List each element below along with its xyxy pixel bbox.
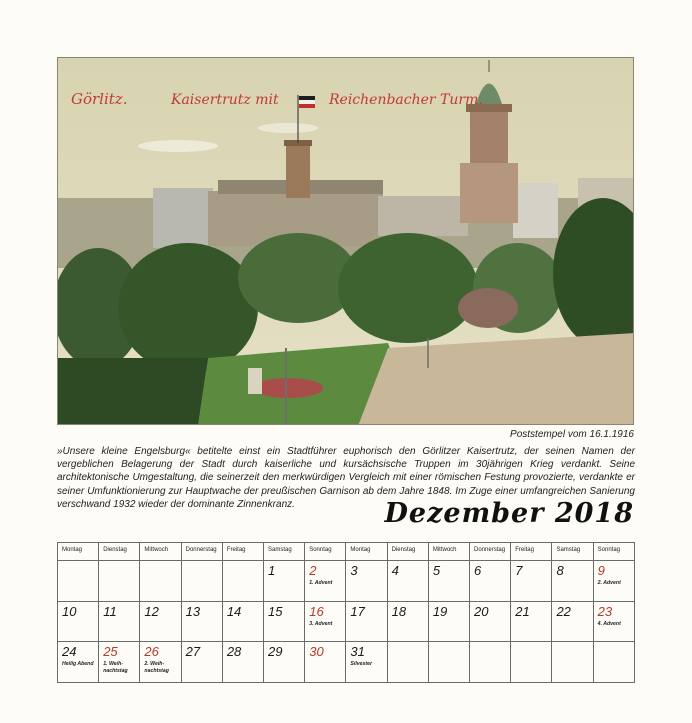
calendar-day-cell bbox=[222, 561, 263, 602]
month-title: Dezember 2018 bbox=[384, 498, 634, 529]
calendar-day-cell bbox=[305, 642, 346, 683]
holiday-note: 2. Weih-nachtstag bbox=[144, 661, 169, 674]
calendar-day-cell bbox=[305, 561, 346, 602]
calendar-day-cell bbox=[552, 601, 593, 642]
holiday-note: 1. Weih-nachtstag bbox=[103, 661, 128, 674]
calendar-day-cell bbox=[305, 601, 346, 642]
day-number: 22 bbox=[556, 603, 571, 619]
calendar-day-cell bbox=[428, 601, 469, 642]
day-number: 11 bbox=[103, 603, 117, 619]
day-number: 5 bbox=[432, 563, 441, 579]
day-number: 2 bbox=[309, 563, 317, 579]
postcard-title-part1: Kaisertrutz mit bbox=[171, 92, 279, 108]
calendar-day-cell bbox=[387, 561, 428, 602]
calendar-day-cell bbox=[428, 561, 469, 602]
calendar-day-cell bbox=[264, 561, 305, 602]
calendar-day-cell bbox=[58, 642, 99, 683]
day-number: 17 bbox=[350, 603, 365, 619]
calendar-day-cell bbox=[593, 642, 634, 683]
calendar-day-cell bbox=[181, 642, 222, 683]
calendar-day-cell bbox=[511, 561, 552, 602]
calendar-day-cell bbox=[428, 642, 469, 683]
postcard-title-city: Görlitz. bbox=[71, 90, 128, 108]
weekday-header: Samstag bbox=[264, 543, 305, 561]
weekday-header: Dienstag bbox=[99, 543, 140, 561]
day-number: 6 bbox=[474, 563, 482, 579]
calendar-day-cell bbox=[181, 561, 222, 602]
weekday-header: Freitag bbox=[511, 543, 552, 561]
day-number: 3 bbox=[350, 563, 358, 579]
holiday-note: 1. Advent bbox=[309, 580, 333, 587]
calendar-day-cell bbox=[58, 561, 99, 602]
calendar-week-row bbox=[58, 642, 635, 683]
day-number: 16 bbox=[309, 603, 324, 619]
weekday-header: Sonntag bbox=[593, 543, 634, 561]
day-number: 12 bbox=[144, 603, 159, 619]
calendar-day-cell bbox=[140, 642, 181, 683]
day-number: 23 bbox=[597, 603, 613, 619]
day-number: 19 bbox=[432, 603, 448, 619]
day-number: 28 bbox=[226, 644, 242, 660]
day-number: 31 bbox=[350, 644, 365, 660]
weekday-header: Sonntag bbox=[305, 543, 346, 561]
weekday-header: Dienstag bbox=[387, 543, 428, 561]
day-number: 18 bbox=[391, 603, 407, 619]
calendar-day-cell bbox=[387, 642, 428, 683]
calendar-day-cell bbox=[140, 561, 181, 602]
weekday-header: Freitag bbox=[222, 543, 263, 561]
calendar-day-cell bbox=[511, 642, 552, 683]
day-number: 15 bbox=[268, 603, 283, 619]
calendar-day-cell bbox=[511, 601, 552, 642]
calendar-day-cell bbox=[552, 642, 593, 683]
calendar-day-cell bbox=[222, 601, 263, 642]
calendar-day-cell bbox=[346, 642, 387, 683]
weekday-header: Mittwoch bbox=[140, 543, 181, 561]
day-number: 29 bbox=[268, 644, 283, 660]
postcard-title-part2: Reichenbacher Turm. bbox=[329, 92, 483, 108]
day-number: 10 bbox=[62, 603, 77, 619]
day-number: 1 bbox=[268, 563, 276, 579]
calendar-week-row bbox=[58, 561, 635, 602]
day-number: 4 bbox=[391, 563, 399, 579]
calendar-day-cell bbox=[264, 642, 305, 683]
day-number: 7 bbox=[515, 563, 523, 579]
calendar-day-cell bbox=[470, 561, 511, 602]
day-number: 13 bbox=[185, 603, 201, 619]
calendar-day-cell bbox=[470, 642, 511, 683]
holiday-note: 2. Advent bbox=[597, 580, 621, 587]
holiday-note: 3. Advent bbox=[309, 620, 333, 627]
day-number: 24 bbox=[62, 644, 77, 660]
weekday-header: Donnerstag bbox=[181, 543, 222, 561]
calendar-day-cell bbox=[140, 601, 181, 642]
description-text: »Unsere kleine Engelsburg« betitelte einst ein Stadtführer euphorisch den Görlitzer Kaisertrutz, der seinen Namen der vergeblichen Belagerung der Stadt durch kaiserliche und kursächsische Truppen im 30jährigen Krieg verdankt. Seine architektonische Umgestaltung, die seinerzeit den merkwürdigen Vergleich mit einer römischen Festung provozierte, verdankte er seiner Umfunktionierung zur Hauptwache der preußischen Garnison ab dem Jahre 1848. Im Zuge einer umfangreichen Sanierung verschwand 1932 wieder der dominante Zinnenkranz. bbox=[57, 446, 635, 510]
day-number: 26 bbox=[144, 644, 159, 660]
calendar-day-cell bbox=[346, 601, 387, 642]
holiday-note: Silvester bbox=[350, 661, 373, 668]
calendar-day-cell bbox=[99, 601, 140, 642]
day-number: 8 bbox=[556, 563, 564, 579]
calendar-day-cell bbox=[264, 601, 305, 642]
postcard-illustration bbox=[58, 58, 634, 425]
day-number: 9 bbox=[597, 563, 605, 579]
calendar-day-cell bbox=[346, 561, 387, 602]
calendar-day-cell bbox=[99, 561, 140, 602]
weekday-header: Mittwoch bbox=[428, 543, 469, 561]
day-number: 14 bbox=[226, 603, 242, 619]
calendar-day-cell bbox=[99, 642, 140, 683]
holiday-note: 4. Advent bbox=[597, 620, 621, 627]
day-number: 21 bbox=[515, 603, 530, 619]
day-number: 27 bbox=[185, 644, 201, 660]
weekday-header: Samstag bbox=[552, 543, 593, 561]
calendar-grid bbox=[57, 542, 635, 683]
weekday-header: Montag bbox=[58, 543, 99, 561]
calendar-day-cell bbox=[593, 601, 634, 642]
calendar-week-row bbox=[58, 601, 635, 642]
holiday-note: Heilig Abend bbox=[62, 661, 94, 668]
calendar-day-cell bbox=[181, 601, 222, 642]
calendar-day-cell bbox=[552, 561, 593, 602]
calendar-day-cell bbox=[387, 601, 428, 642]
day-number: 30 bbox=[309, 644, 324, 660]
weekday-header: Donnerstag bbox=[470, 543, 511, 561]
postmark-caption: Poststempel vom 16.1.1916 bbox=[510, 429, 634, 440]
calendar-day-cell bbox=[58, 601, 99, 642]
calendar-day-cell bbox=[593, 561, 634, 602]
day-number: 20 bbox=[474, 603, 489, 619]
postcard-image bbox=[57, 57, 634, 425]
calendar-day-cell bbox=[470, 601, 511, 642]
weekday-header: Montag bbox=[346, 543, 387, 561]
calendar-day-cell bbox=[222, 642, 263, 683]
day-number: 25 bbox=[103, 644, 118, 660]
